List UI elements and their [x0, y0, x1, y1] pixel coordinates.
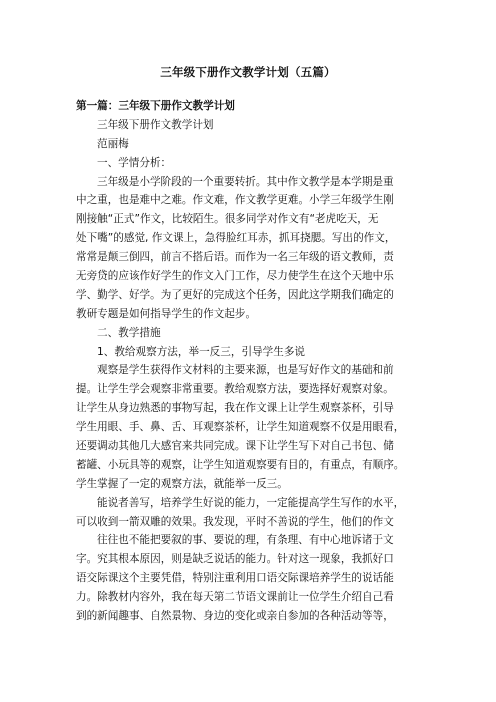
text-line: 一、学情分析： [97, 156, 172, 169]
document-title: 三年级下册作文教学计划（五篇） [160, 65, 336, 79]
text-line: 学生用眼、手、鼻、舌、耳观察茶杯，让学生知道观察不仅是用眼看， [76, 421, 405, 434]
text-line: 可以收到一箭双雕的效果。我发现，平时不善说的学生，他们的作文 [76, 515, 394, 528]
document-body [76, 97, 420, 626]
text-line: 字。究其根本原因，则是缺乏说话的能力。针对这一现象，我抓好口 [76, 553, 394, 566]
text-line: 三年级下册作文教学计划 [97, 118, 214, 131]
text-line: 教研专题是如何指导学生的作文起步。 [76, 307, 257, 320]
text-line: 三年级是小学阶段的一个重要转折。其中作文教学是本学期是重 [97, 175, 394, 188]
text-line: 能说者善写，培养学生好说的能力，一定能提高学生写作的水平， [97, 496, 405, 509]
text-line: 提。让学生学会观察非常重要。教给观察方法，要选择好观察对象。 [76, 383, 394, 396]
text-line: 范丽梅 [97, 137, 129, 150]
text-line: 语交际课这个主要凭借，特别注重利用口语交际课培养学生的说话能 [76, 572, 394, 585]
text-line: 中之重，也是难中之难。作文难，作文教学更难。小学三年级学生刚 [76, 194, 394, 207]
text-line: 还要调动其他几大感官来共同完成。课下让学生写下对自己书包、储 [76, 440, 394, 453]
text-line: 刚接触“正式”作文，比较陌生。很多同学对作文有“老虎吃天，无 [76, 213, 379, 226]
section-heading: 第一篇：三年级下册作文教学计划 [76, 100, 235, 112]
text-line: 让学生从身边熟悉的事物写起，我在作文课上让学生观察茶杯，引导 [76, 402, 394, 415]
text-line: 常常是颠三倒四，前言不搭后语。而作为一名三年级的语文教师，责 [76, 251, 394, 264]
text-line: 二、教学措施 [97, 326, 161, 339]
text-line: 学、勤学、好学。为了更好的完成这个任务，因此这学期我们确定的 [76, 288, 394, 301]
text-line: 到的新闻趣事、自然景物、身边的变化或亲自参加的各种活动等等， [76, 610, 394, 623]
text-line: 力。除教材内容外，我在每天第二节语文课前让一位学生介绍自己看 [76, 591, 394, 604]
text-line: 1、教给观察方法，举一反三，引导学生多说 [97, 345, 306, 358]
text-line: 处下嘴”的感觉, 作文课上，急得脸红耳赤，抓耳挠腮。写出的作文， [76, 232, 396, 245]
text-line: 学生掌握了一定的观察方法，就能举一反三。 [76, 477, 288, 490]
text-line: 蓄罐、小玩具等的观察，让学生知道观察要有目的，有重点，有顺序。 [76, 458, 405, 471]
text-line: 往往也不能把要叙的事、要说的理，有条理、有中心地诉诸于文 [97, 534, 394, 547]
text-line: 无旁贷的应该作好学生的作文入门工作，尽力使学生在这个天地中乐 [76, 270, 394, 283]
text-line: 观察是学生获得作文材料的主要来源，也是写好作文的基础和前 [97, 364, 394, 377]
